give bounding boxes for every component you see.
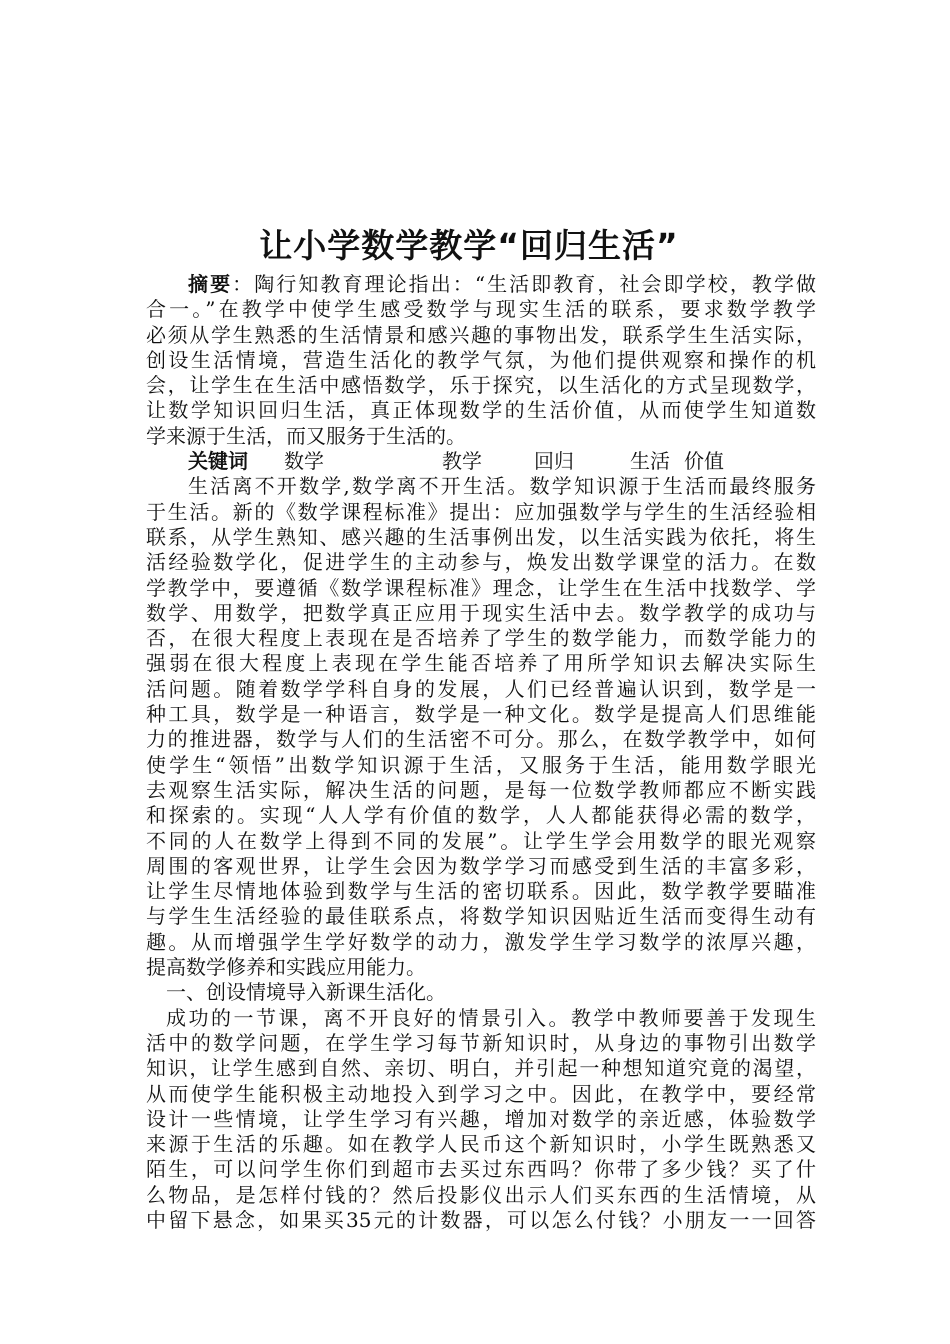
section-heading: 一、创设情境导入新课生活化。 bbox=[166, 980, 446, 1005]
abstract-line: 会，让学生在生活中感悟数学，乐于探究，以生活化的方式呈现数学， bbox=[146, 373, 816, 398]
document-body bbox=[146, 272, 816, 1233]
section-line: 设计一些情境，让学生学习有兴趣，增加对数学的亲近感，体验数学 bbox=[146, 1106, 816, 1131]
intro-line: 数学、用数学，把数学真正应用于现实生活中去。数学教学的成功与 bbox=[146, 600, 816, 625]
section-line: 中留下悬念，如果买35元的计数器，可以怎么付钱？小朋友一一回答 bbox=[146, 1207, 816, 1232]
keyword: 回归 bbox=[534, 449, 574, 474]
intro-line: 趣。从而增强学生学好数学的动力，激发学生学习数学的浓厚兴趣， bbox=[146, 929, 816, 954]
section-line: 么物品，是怎样付钱的？然后投影仪出示人们买东西的生活情境，从 bbox=[146, 1182, 816, 1207]
section-line: 活中的数学问题，在学生学习每节新知识时，从身边的事物引出数学 bbox=[146, 1030, 816, 1055]
intro-line: 活问题。随着数学学科自身的发展，人们已经普遍认识到，数学是一 bbox=[146, 676, 816, 701]
keyword: 生活 bbox=[630, 449, 670, 474]
abstract bbox=[146, 272, 816, 449]
intro-line: 提高数学修养和实践应用能力。 bbox=[146, 955, 426, 980]
abstract-line: 学来源于生活，而又服务于生活的。 bbox=[146, 423, 466, 448]
abstract-label: 摘要 bbox=[188, 272, 233, 296]
intro-line: 于生活。新的《数学课程标准》提出：应加强数学与学生的生活经验相 bbox=[146, 499, 816, 524]
keywords-label: 关键词 bbox=[188, 449, 248, 474]
abstract-line: 必须从学生熟悉的生活情景和感兴趣的事物出发，联系学生生活实际， bbox=[146, 322, 816, 347]
keywords bbox=[146, 449, 816, 474]
intro-line: 联系，从学生熟知、感兴趣的生活事例出发，以生活实践为依托，将生 bbox=[146, 524, 816, 549]
intro-line: 否，在很大程度上表现在是否培养了学生的数学能力，而数学能力的 bbox=[146, 626, 816, 651]
intro-line: 和探索的。实现“人人学有价值的数学，人人都能获得必需的数学， bbox=[146, 803, 816, 828]
intro-line: 去观察生活实际，解决生活的问题，是每一位数学教师都应不断实践 bbox=[146, 777, 816, 802]
intro-line: 使学生“领悟”出数学知识源于生活，又服务于生活，能用数学眼光 bbox=[146, 752, 816, 777]
section-line: 来源于生活的乐趣。如在教学人民币这个新知识时，小学生既熟悉又 bbox=[146, 1132, 816, 1157]
intro-line: 种工具，数学是一种语言，数学是一种文化。数学是提高人们思维能 bbox=[146, 702, 816, 727]
abstract-line: 让数学知识回归生活，真正体现数学的生活价值，从而使学生知道数 bbox=[146, 398, 816, 423]
document-title: 让小学数学教学“回归生活” bbox=[259, 226, 679, 265]
abstract-line: 合一。”在教学中使学生感受数学与现实生活的联系，要求数学教学 bbox=[146, 297, 816, 322]
intro-paragraph bbox=[146, 474, 816, 980]
section-1 bbox=[146, 980, 816, 1233]
intro-line: 周围的客观世界，让学生会因为数学学习而感受到生活的丰富多彩， bbox=[146, 853, 816, 878]
abstract-line: 摘要：陶行知教育理论指出：“生活即教育，社会即学校，教学做 bbox=[188, 272, 817, 296]
keyword: 价值 bbox=[684, 449, 724, 474]
intro-line: 学教学中，要遵循《数学课程标准》理念，让学生在生活中找数学、学 bbox=[146, 575, 816, 600]
section-line: 成功的一节课，离不开良好的情景引入。教学中教师要善于发现生 bbox=[166, 1005, 816, 1030]
section-line: 从而使学生能积极主动地投入到学习之中。因此，在教学中，要经常 bbox=[146, 1081, 816, 1106]
intro-line: 让学生尽情地体验到数学与生活的密切联系。因此，数学教学要瞄准 bbox=[146, 879, 816, 904]
keyword: 数学 bbox=[284, 449, 324, 474]
intro-line: 活经验数学化，促进学生的主动参与，焕发出数学课堂的活力。在数 bbox=[146, 550, 816, 575]
keyword: 教学 bbox=[442, 449, 482, 474]
intro-line: 不同的人在数学上得到不同的发展”。让学生学会用数学的眼光观察 bbox=[146, 828, 816, 853]
section-line: 陌生，可以问学生你们到超市去买过东西吗？你带了多少钱？买了什 bbox=[146, 1157, 816, 1182]
intro-line: 生活离不开数学,数学离不开生活。数学知识源于生活而最终服务 bbox=[188, 474, 816, 499]
intro-line: 强弱在很大程度上表现在学生能否培养了用所学知识去解决实际生 bbox=[146, 651, 816, 676]
intro-line: 力的推进器，数学与人们的生活密不可分。那么，在数学教学中，如何 bbox=[146, 727, 816, 752]
abstract-line: 创设生活情境，营造生活化的教学气氛，为他们提供观察和操作的机 bbox=[146, 347, 816, 372]
section-line: 知识，让学生感到自然、亲切、明白，并引起一种想知道究竟的渴望， bbox=[146, 1056, 816, 1081]
intro-line: 与学生生活经验的最佳联系点，将数学知识因贴近生活而变得生动有 bbox=[146, 904, 816, 929]
